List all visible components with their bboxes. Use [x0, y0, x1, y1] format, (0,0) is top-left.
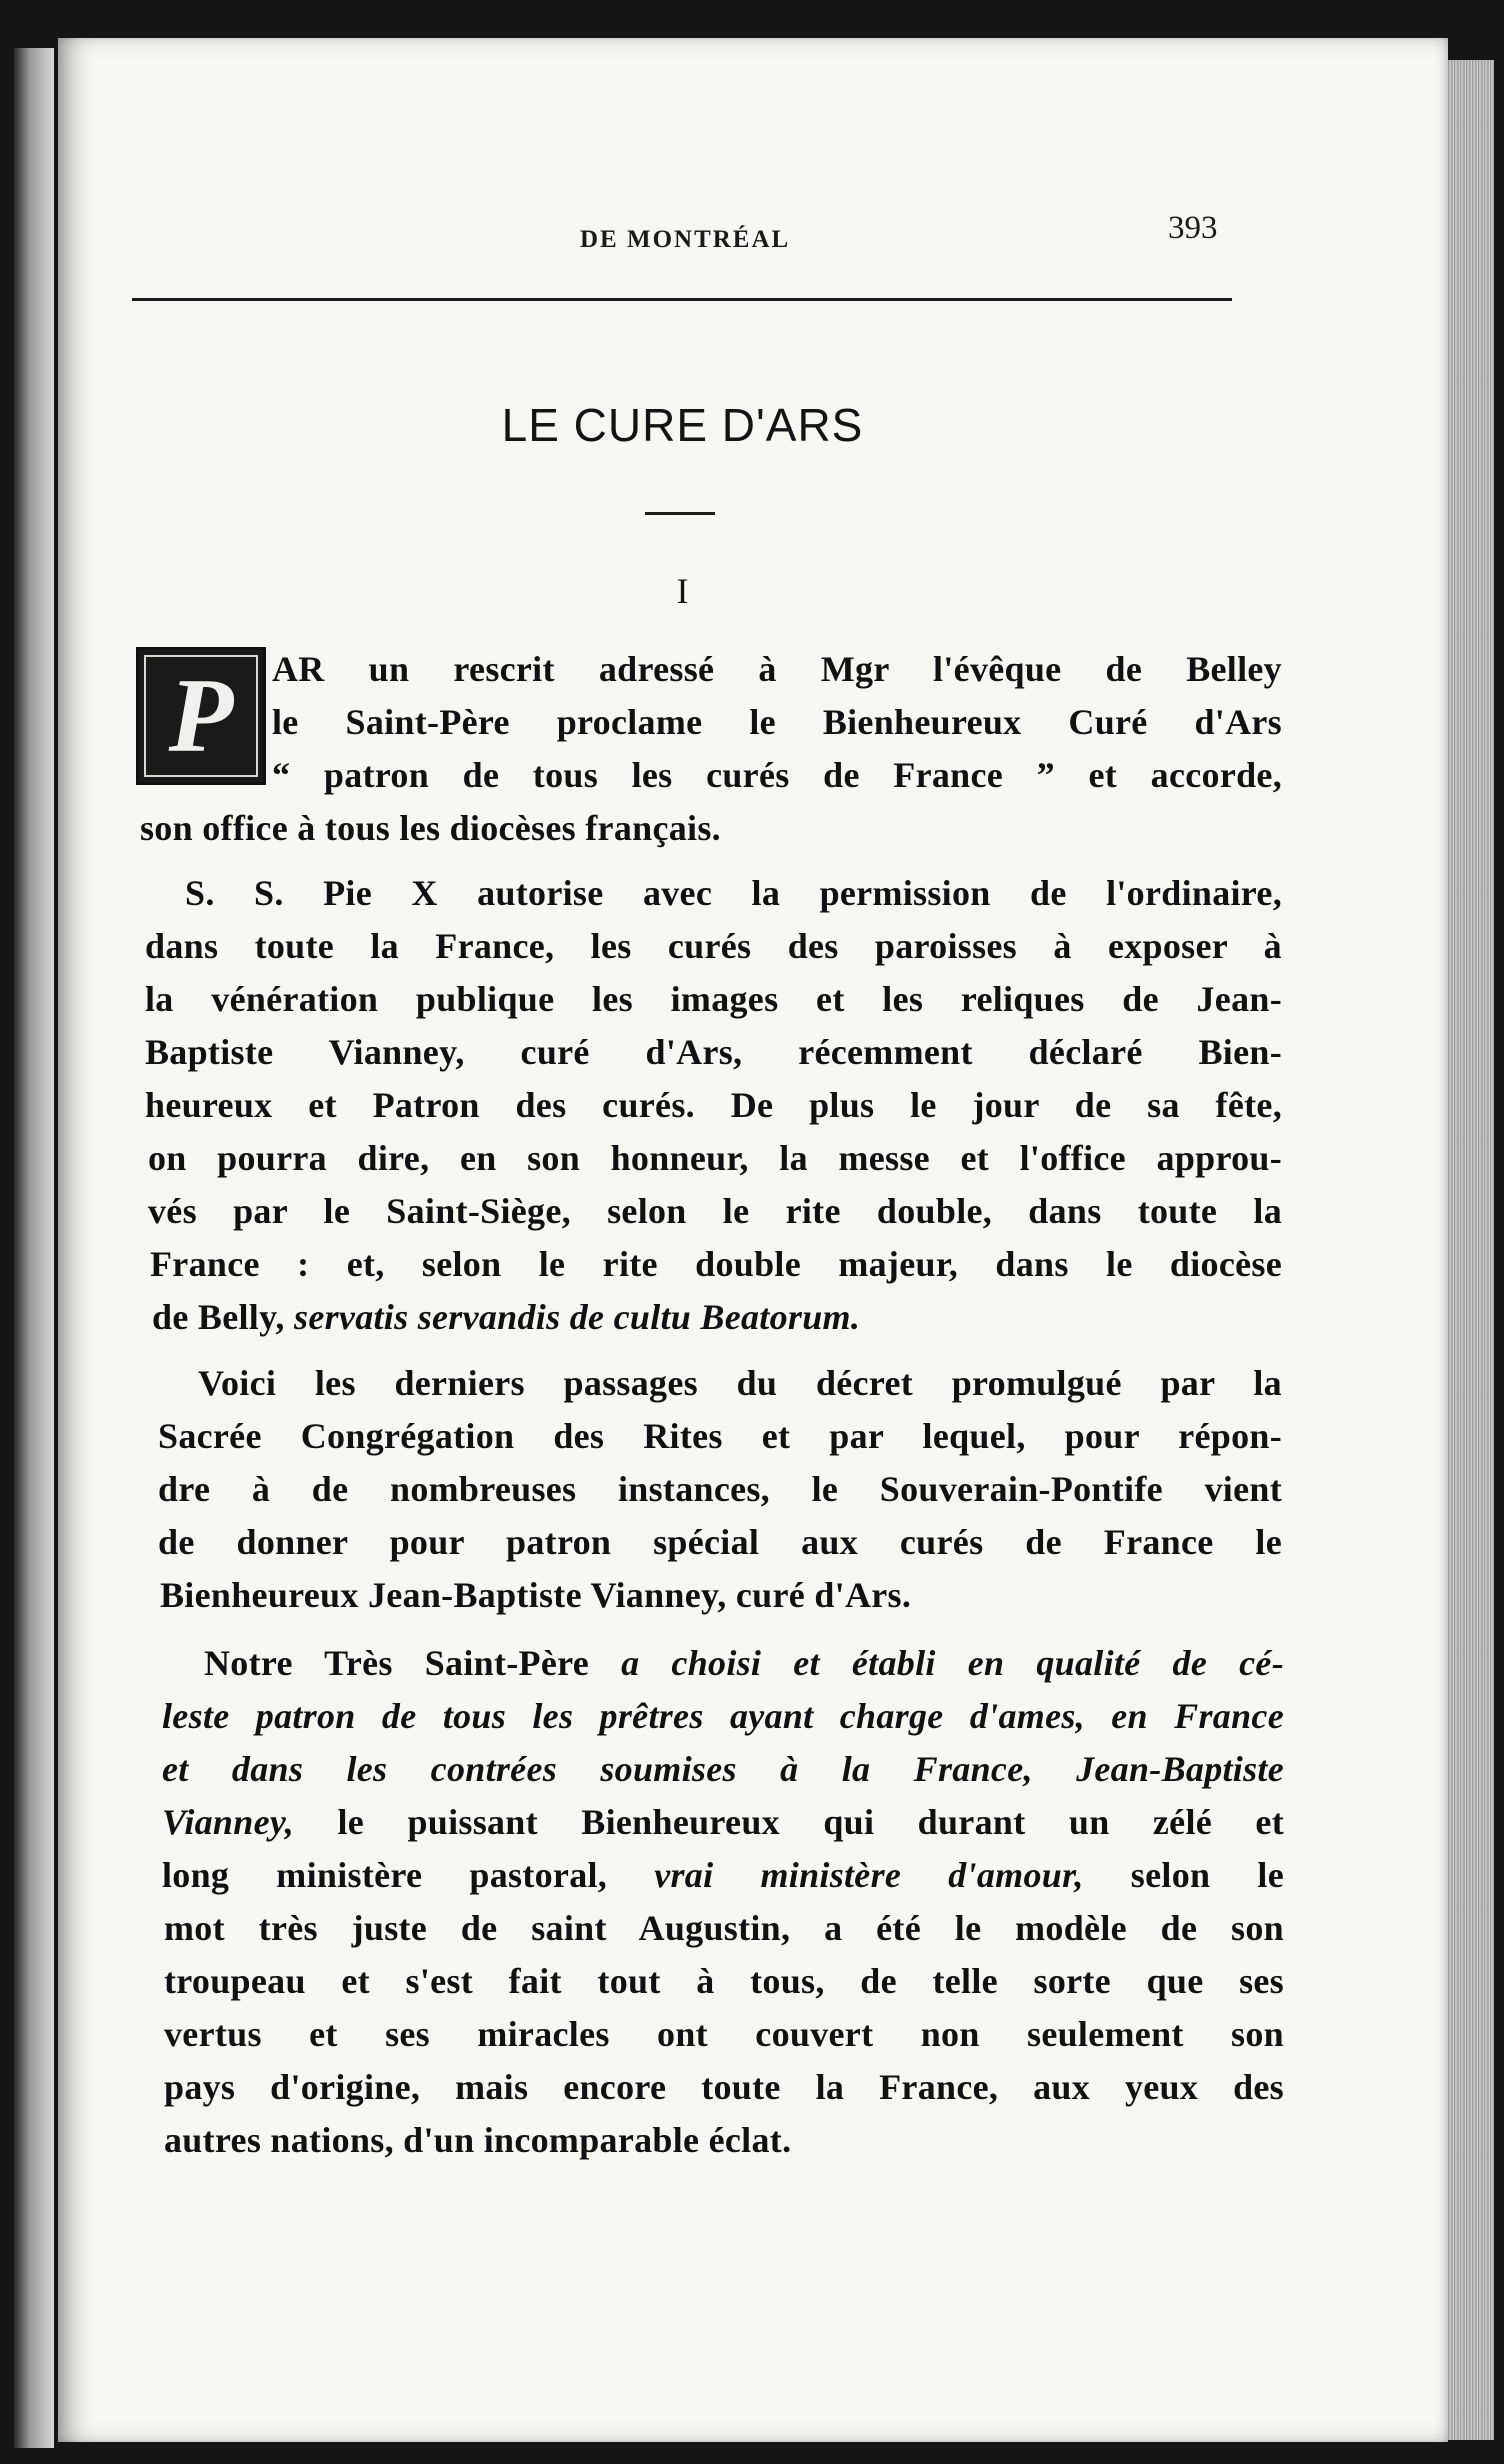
drop-cap-ornament: P	[136, 647, 266, 785]
text-line: Voici les derniers passages du décret promulgué par la	[198, 1363, 1282, 1403]
text-line	[152, 1296, 860, 1338]
text-line: Baptiste Vianney, curé d'Ars, récemment déclaré Bien-	[145, 1032, 1282, 1072]
text-line: AR un rescrit adressé à Mgr l'évêque de Belley	[272, 649, 1282, 689]
text-line: autres nations, d'un incomparable éclat.	[164, 2120, 792, 2160]
text-line: France : et, selon le rite double majeur, dans le diocèse	[150, 1244, 1282, 1284]
text-roman: de Belly,	[152, 1297, 295, 1337]
text-roman: Notre Très Saint-Père	[204, 1643, 622, 1683]
text-line: vertus et ses miracles ont couvert non seulement son	[164, 2014, 1284, 2054]
running-head-title: DE MONTRÉAL	[580, 226, 791, 253]
title-separator	[645, 512, 715, 515]
text-line: leste patron de tous les prêtres ayant charge d'ames, en France	[162, 1696, 1284, 1736]
page-number: 393	[1168, 210, 1218, 246]
text-italic: Vianney,	[162, 1802, 295, 1842]
text-line: et dans les contrées soumises à la France, Jean-Baptiste	[162, 1749, 1284, 1789]
text-line: pays d'origine, mais encore toute la France, aux yeux des	[164, 2067, 1284, 2107]
text-line: heureux et Patron des curés. De plus le jour de sa fête,	[145, 1085, 1282, 1125]
page-stack-edge	[1448, 60, 1494, 2440]
text-roman: selon le	[1083, 1855, 1284, 1895]
text-line	[162, 1854, 1284, 1896]
text-line: dre à de nombreuses instances, le Souverain-Pontife vient	[158, 1469, 1282, 1509]
text-line: on pourra dire, en son honneur, la messe et l'office approu-	[148, 1138, 1282, 1178]
text-roman: long ministère pastoral,	[162, 1855, 655, 1895]
text-line	[204, 1642, 1284, 1684]
text-line	[162, 1801, 1284, 1843]
text-roman: le puissant Bienheureux qui durant un zélé et	[294, 1802, 1284, 1842]
text-line: Bienheureux Jean-Baptiste Vianney, curé d'Ars.	[160, 1575, 912, 1615]
text-line: vés par le Saint-Siège, selon le rite double, dans toute la	[148, 1191, 1282, 1231]
text-line: mot très juste de saint Augustin, a été le modèle de son	[164, 1908, 1284, 1948]
text-line: dans toute la France, les curés des paroisses à exposer à	[145, 926, 1282, 966]
facing-page-edge	[14, 48, 54, 2448]
text-line: son office à tous les diocèses français.	[140, 808, 721, 848]
text-line: la vénération publique les images et les reliques de Jean-	[145, 979, 1282, 1019]
text-line: le Saint-Père proclame le Bienheureux Curé d'Ars	[272, 702, 1282, 742]
section-number: I	[676, 571, 689, 611]
text-italic: vrai ministère d'amour,	[654, 1855, 1084, 1895]
text-italic: servatis servandis de cultu Beatorum.	[294, 1297, 861, 1337]
text-line: “ patron de tous les curés de France ” et accorde,	[272, 755, 1282, 795]
text-line: de donner pour patron spécial aux curés de France le	[158, 1522, 1282, 1562]
text-italic: a choisi et établi en qualité de cé-	[621, 1643, 1284, 1683]
text-line: Sacrée Congrégation des Rites et par lequel, pour répon-	[158, 1416, 1282, 1456]
text-line: troupeau et s'est fait tout à tous, de telle sorte que ses	[164, 1961, 1284, 2001]
chapter-title: LE CURE D'ARS	[501, 399, 864, 451]
text-line: S. S. Pie X autorise avec la permission de l'ordinaire,	[185, 873, 1282, 913]
header-rule	[132, 298, 1232, 301]
